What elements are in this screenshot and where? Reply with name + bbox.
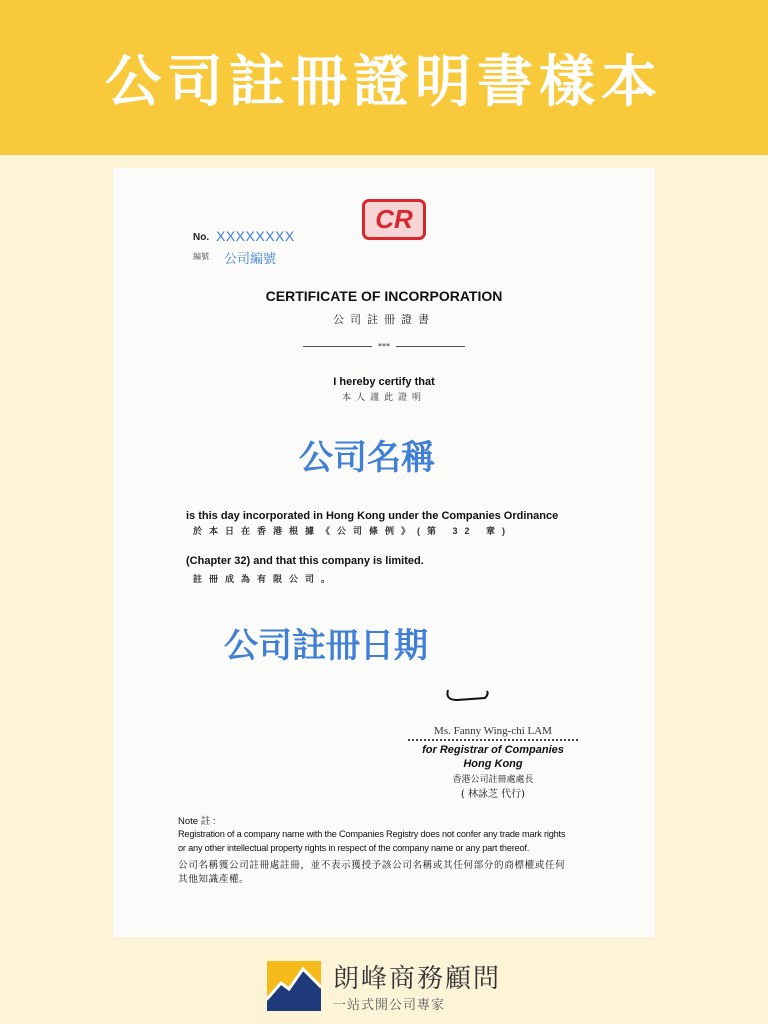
cr-logo: CR [362, 199, 426, 240]
line2-zh: 註冊成為有限公司。 [193, 574, 338, 584]
page-header [0, 0, 768, 155]
line1-en: is this day incorporated in Hong Kong under the Companies Ordinance [186, 510, 559, 522]
divider-stars: *** [378, 342, 390, 351]
company-number-zh: 公司編號 [224, 252, 277, 267]
company-name: 公司名稱 [299, 438, 435, 478]
role-en: for Registrar of Companies [422, 744, 564, 756]
note-en-2: or any other intellectual property rights in respect of the company name or any part thereof. [178, 843, 530, 853]
registration-date: 公司註冊日期 [224, 626, 428, 666]
line1-zh: 於本日在香港根據《公司條例》(第 32 章) [193, 526, 513, 536]
line2-en: (Chapter 32) and that this company is limited. [186, 555, 424, 567]
certificate-document [113, 168, 655, 937]
company-number: XXXXXXXX [216, 228, 295, 244]
certify-zh: 本人謹此證明 [341, 393, 426, 403]
certificate-title-en: CERTIFICATE OF INCORPORATION [265, 288, 503, 304]
certificate-title-zh: 公司註冊證書 [333, 313, 435, 326]
signatory-name: Ms. Fanny Wing-chi LAM [408, 725, 578, 741]
note-en-1: Registration of a company name with the Companies Registry does not confer any trade mark rights [178, 829, 566, 839]
divider [303, 342, 465, 351]
note-zh-1: 公司名稱獲公司註冊處註冊，並不表示獲授予該公司名稱或其任何部分的商標權或任何 [178, 860, 566, 871]
page-title: 公司註冊證明書樣本 [105, 49, 663, 115]
note-label: Note 註 : [178, 816, 216, 827]
number-label: No. [193, 232, 210, 243]
note-zh-2: 其他知識產權。 [178, 874, 250, 885]
number-label-zh: 編號 [193, 252, 209, 261]
company-logo-icon [267, 961, 321, 1011]
acting-zh: ( 林詠芝 代行) [460, 789, 526, 800]
brand-name: 朗峰商務顧問 [333, 964, 502, 994]
signature [443, 686, 493, 706]
certify-en: I hereby certify that [333, 376, 435, 388]
role-zh: 香港公司註冊處處長 [452, 775, 534, 785]
brand-slogan: 一站式開公司專家 [333, 998, 446, 1013]
role-place: Hong Kong [463, 758, 523, 770]
